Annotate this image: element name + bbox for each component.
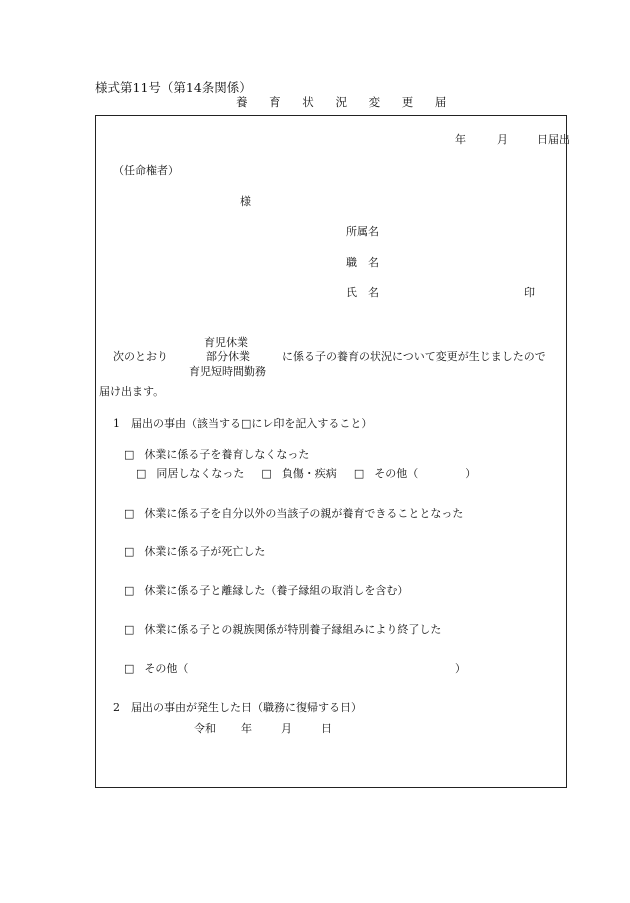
appointer-label: （任命権者） <box>113 164 179 177</box>
checkbox-icon[interactable]: □ <box>136 467 147 480</box>
era-label: 令和 <box>194 722 216 735</box>
checkbox-icon[interactable]: □ <box>124 545 135 558</box>
form-title: 養 育 状 況 変 更 届 <box>236 95 456 109</box>
reason-label: 休業に係る子を自分以外の当該子の親が養育できることとなった <box>144 507 464 520</box>
reason-label: その他（ <box>144 662 189 675</box>
seal-label: 印 <box>524 286 535 299</box>
checkbox-icon[interactable]: □ <box>124 448 135 461</box>
checkbox-icon[interactable]: □ <box>124 584 135 597</box>
post-label: 職 名 <box>346 256 379 269</box>
filing-month-label: 月 <box>497 133 508 146</box>
checkbox-icon[interactable]: □ <box>353 467 365 480</box>
reason-label: 休業に係る子を養育しなくなった <box>144 448 310 461</box>
reason-no-longer-raising[interactable] <box>124 448 309 461</box>
sub-option-close: ） <box>465 467 477 480</box>
occurrence-date <box>194 722 332 735</box>
statement-end: 届け出ます。 <box>99 385 165 398</box>
statement-prefix: 次のとおり <box>113 350 168 363</box>
filing-date <box>455 133 570 146</box>
checkbox-icon[interactable]: □ <box>124 623 135 636</box>
honorific-sama: 様 <box>240 195 251 208</box>
reason-other-parent[interactable] <box>124 507 463 520</box>
leave-type-childcare: 育児休業 <box>204 336 248 349</box>
reason-label: 休業に係る子との親族関係が特別養子縁組みにより終了した <box>144 623 442 636</box>
reason-special-adoption[interactable] <box>124 623 441 636</box>
reason-sub-options <box>136 467 476 480</box>
checkbox-icon[interactable]: □ <box>124 662 135 675</box>
reason-other[interactable] <box>124 662 188 675</box>
checkbox-icon[interactable]: □ <box>261 467 272 480</box>
section1-heading: 1 届出の事由（該当する□にレ印を記入すること） <box>113 417 373 430</box>
checkbox-icon[interactable]: □ <box>124 507 135 520</box>
leave-type-short-hours: 育児短時間勤務 <box>189 365 266 378</box>
reason-other-close: ） <box>455 662 466 675</box>
sub-option-label: 負傷・疾病 <box>281 467 337 480</box>
name-label: 氏 名 <box>346 286 379 299</box>
occurrence-year-label: 年 <box>241 722 252 735</box>
affiliation-label: 所属名 <box>346 225 379 238</box>
statement-main: に係る子の養育の状況について変更が生じましたので <box>282 350 546 363</box>
occurrence-month-label: 月 <box>281 722 292 735</box>
reason-dissolved-adoption[interactable] <box>124 584 408 597</box>
reason-label: 休業に係る子と離縁した（養子縁組の取消しを含む） <box>144 584 409 597</box>
occurrence-day-label: 日 <box>321 722 332 735</box>
filing-day-label: 日届出 <box>537 133 570 146</box>
reason-child-died[interactable] <box>124 545 265 558</box>
sub-option-label: 同居しなくなった <box>156 467 245 480</box>
leave-type-partial: 部分休業 <box>206 350 250 363</box>
sub-option-label: その他（ <box>374 467 419 480</box>
filing-year-label: 年 <box>455 133 466 146</box>
form-number: 様式第11号（第14条関係） <box>95 80 252 95</box>
reason-label: 休業に係る子が死亡した <box>144 545 266 558</box>
section2-heading: 2 届出の事由が発生した日（職務に復帰する日） <box>113 701 362 714</box>
